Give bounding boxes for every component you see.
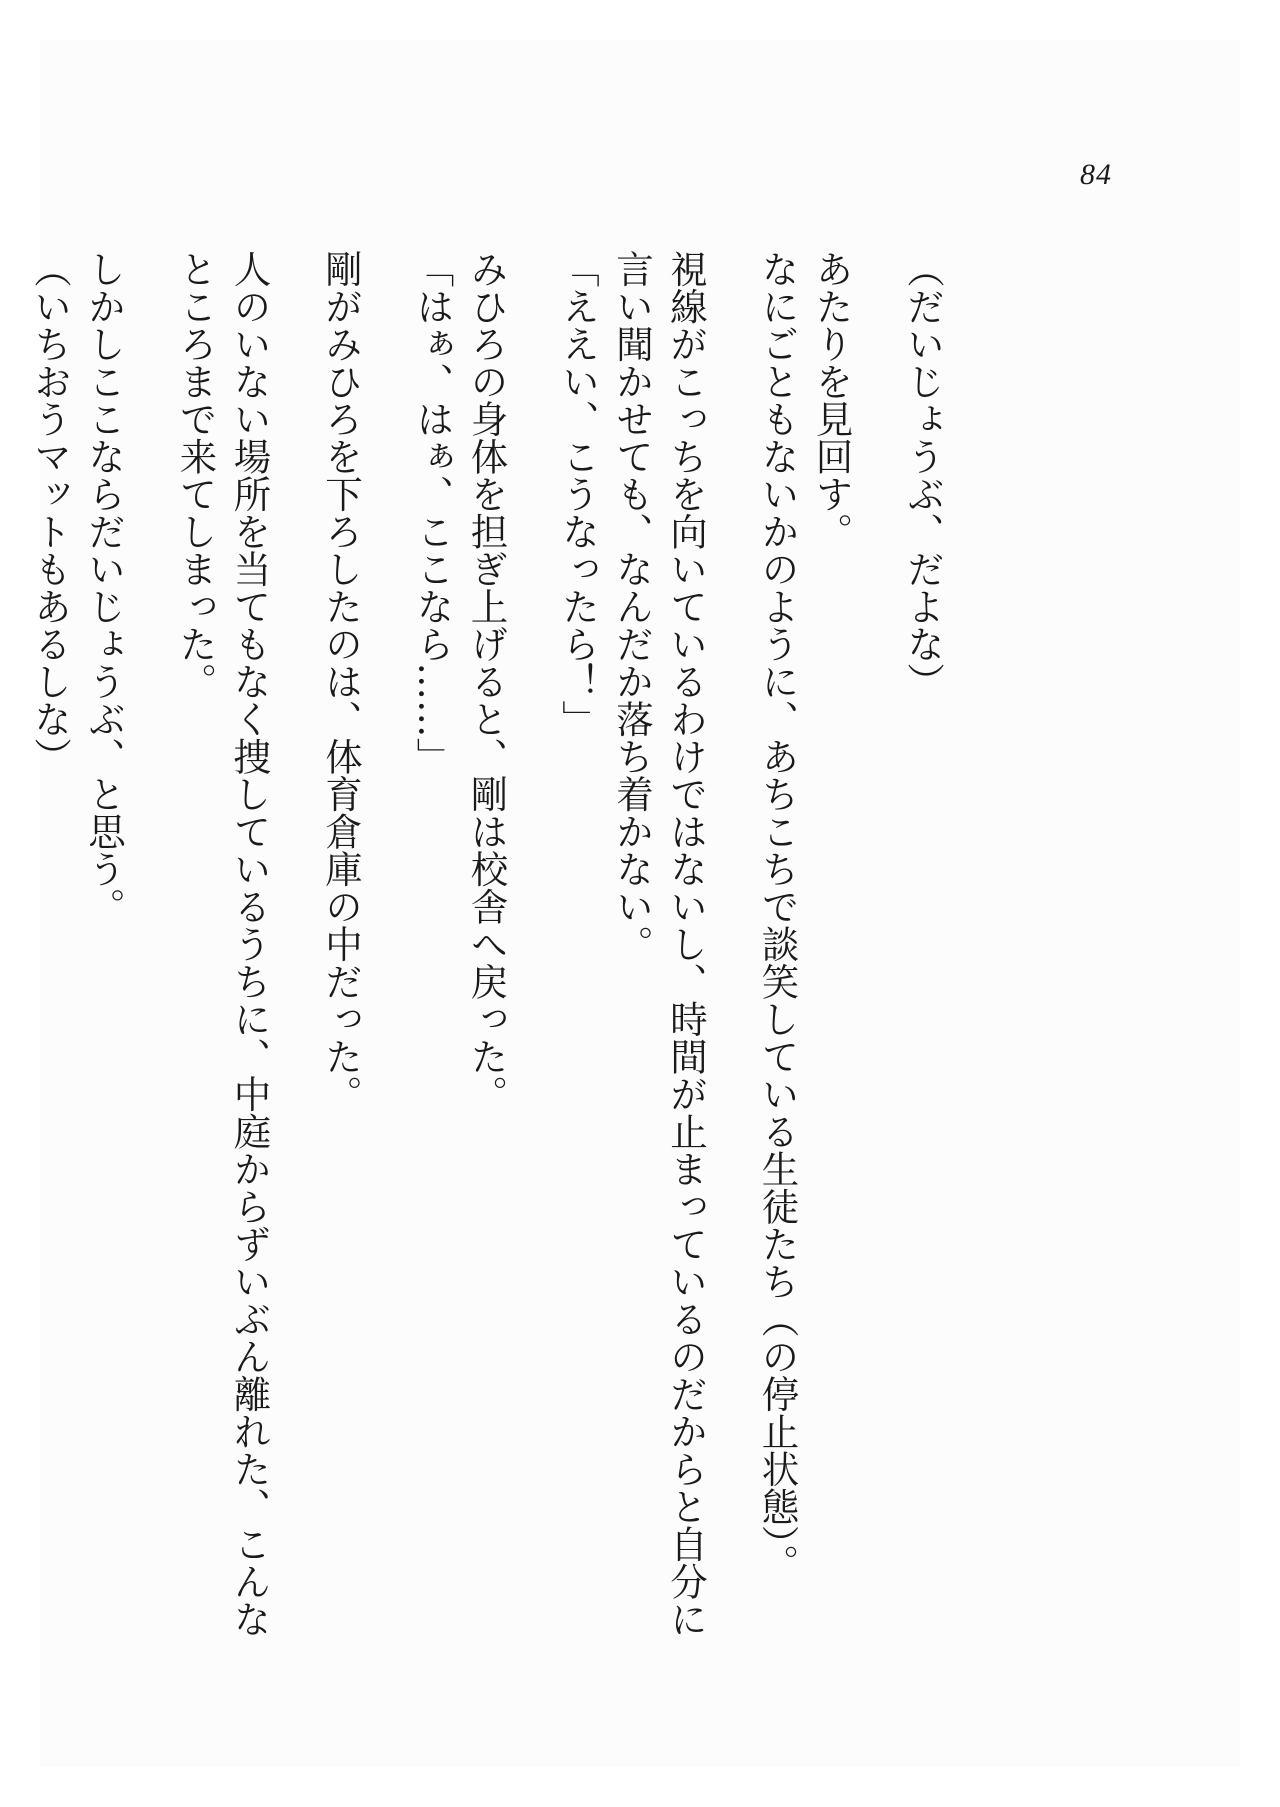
text-line: 「はぁ、はぁ、ここなら……」 (410, 250, 455, 775)
vertical-text-body (0, 250, 950, 1670)
text-line: あたりを見回す。 (809, 250, 854, 550)
text-line: （いちおうマットもあるしな） (28, 250, 72, 775)
text-line: なにごともないかのように、あちこちで談笑している生徒たち（の停止状態）。 (755, 250, 800, 1582)
text-line: しかしここならだいじょうぶ、と思う。 (82, 250, 126, 925)
text-line: 視線がこっちを向いているわけではないし、時間が止まっているのだからと自分に (664, 250, 708, 1638)
text-line: 人のいない場所を当てもなく捜しているうちに、中庭からずいぶん離れた、こんな (227, 250, 272, 1638)
text-line: ところまで来てしまった。 (173, 250, 218, 700)
text-line: みひろの身体を担ぎ上げると、剛は校舎へ戻った。 (464, 250, 509, 1113)
text-line: （だいじょうぶ、だよな） (901, 250, 945, 700)
page-number: 84 (1080, 158, 1112, 191)
text-line: 言い聞かせても、なんだか落ち着かない。 (610, 250, 654, 963)
book-page (28, 40, 1240, 1767)
text-line: 「ええい、こうなったら！」 (556, 250, 600, 738)
text-line: 剛がみひろを下ろしたのは、体育倉庫の中だった。 (319, 250, 363, 1113)
